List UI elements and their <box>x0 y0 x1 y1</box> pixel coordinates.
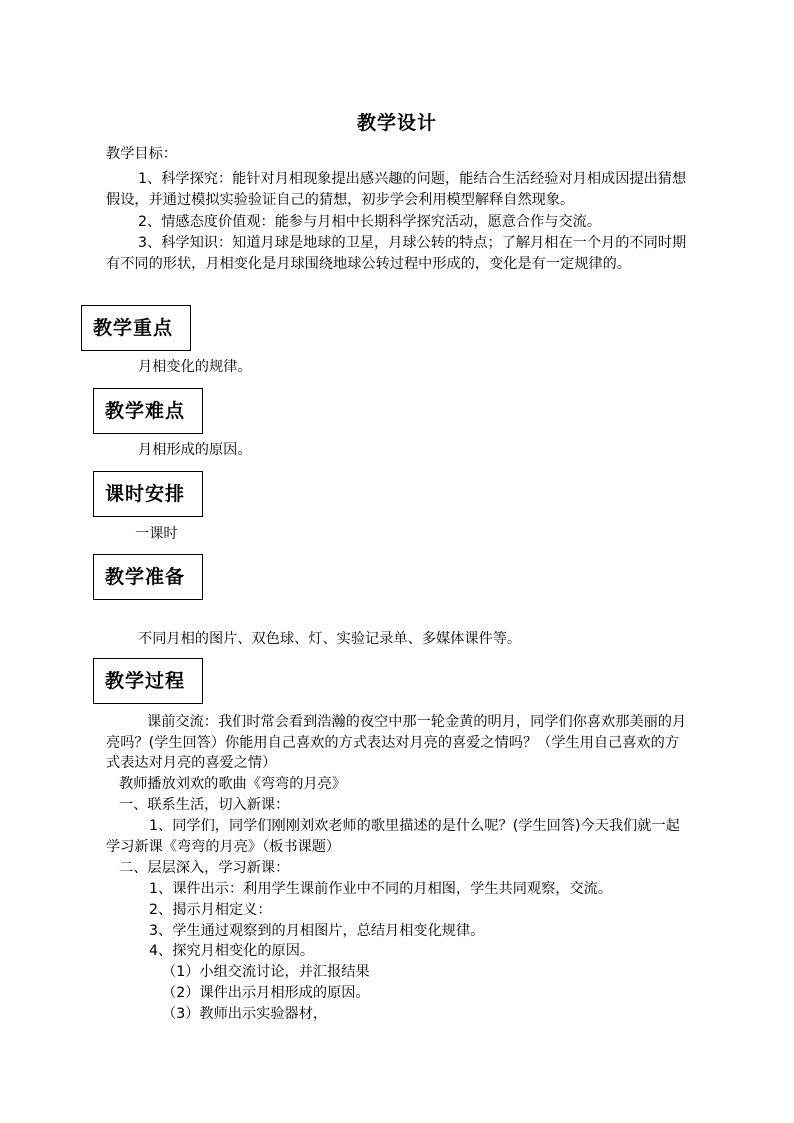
preparation-content: 不同月相的图片、双色球、灯、实验记录单、多媒体课件等。 <box>138 631 522 647</box>
part1-title: 一、联系生活，切入新课： <box>119 797 290 813</box>
process-song: 教师播放刘欢的歌曲《弯弯的月亮》 <box>119 776 347 792</box>
part2-item-3: 3、学生通过观察到的月相图片，总结月相变化规律。 <box>149 923 485 939</box>
part2-title: 二、层层深入，学习新课： <box>119 860 290 876</box>
part1-item-1: 1、同学们，同学们刚刚刘欢老师的歌里描述的是什么呢？(学生回答)今天我们就一起学习新课《弯弯的月亮》（板书课题） <box>106 818 680 855</box>
process-intro: 课前交流：我们时常会看到浩瀚的夜空中那一轮金黄的明月，同学们你喜欢那美丽的月亮吗？(学生回答）你能用自己喜欢的方式表达对月亮的喜爱之情吗？（学生用自己喜欢的方式表达对月亮的喜爱之情） <box>106 714 687 771</box>
document-title: 教学设计 <box>356 112 437 134</box>
part2-item-1: 1、课件出示：利用学生课前作业中不同的月相图，学生共同观察，交流。 <box>149 881 613 897</box>
heading-preparation: 教学准备 <box>93 554 203 600</box>
objective-item-1: 1、科学探究：能针对月相现象提出感兴趣的问题，能结合生活经验对月相成因提出猜想假设，并通过模拟实验验证自己的猜想，初步学会利用模型解释自然现象。 <box>106 171 687 208</box>
objective-item-2: 2、情感态度价值观：能参与月相中长期科学探究活动，愿意合作与交流。 <box>138 214 602 230</box>
objective-item-3: 3、科学知识：知道月球是地球的卫星，月球公转的特点；了解月相在一个月的不同时期有不同的形状，月相变化是月球围绕地球公转过程中形成的，变化是有一定规律的。 <box>106 235 687 272</box>
part2-sub-3: （3）教师出示实验器材， <box>162 1006 328 1022</box>
part2-sub-2: （2）课件出示月相形成的原因。 <box>162 985 370 1001</box>
schedule-content: 一课时 <box>135 526 178 542</box>
difficulty-content: 月相形成的原因。 <box>138 442 252 458</box>
part2-sub-1: （1）小组交流讨论，并汇报结果 <box>162 964 370 980</box>
heading-key-point: 教学重点 <box>81 305 191 351</box>
part2-item-4: 4、探究月相变化的原因。 <box>149 943 315 959</box>
heading-difficulty: 教学难点 <box>93 388 203 434</box>
objectives-label: 教学目标： <box>106 146 177 162</box>
heading-process: 教学过程 <box>93 658 203 704</box>
heading-schedule: 课时安排 <box>93 471 203 517</box>
part2-item-2: 2、揭示月相定义： <box>149 902 272 918</box>
key-point-content: 月相变化的规律。 <box>138 359 252 375</box>
